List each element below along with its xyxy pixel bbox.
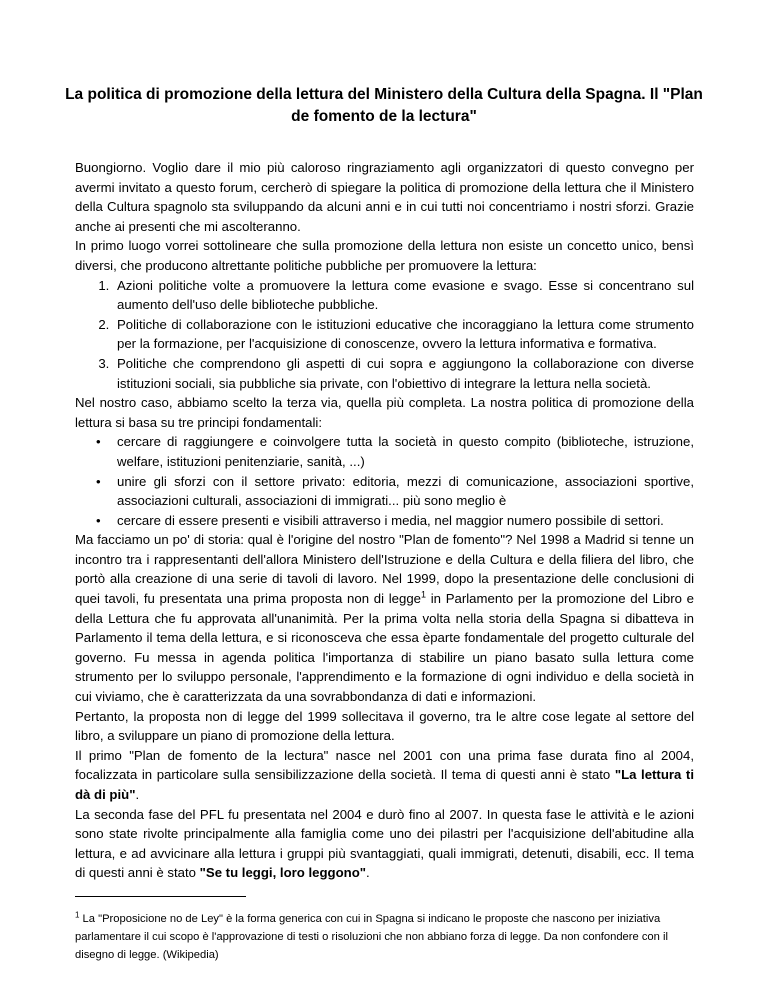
second-phase-text: La seconda fase del PFL fu presentata nel 2004 e durò fino al 2007. In questa fase le attività e le azioni sono state rivolte principalmente alla famiglia come uno dei pilastri per l'acquisizione dell'abitudine alla lettura, e ad avvicinare alla lettura i gruppi più svantaggiati, quali immigrati, detenuti, disabili, ecc. Il tema di questi anni è stato <box>75 806 694 881</box>
first-plan-text: Il primo "Plan de fomento de la lectura" nasce nel 2001 con una prima fase durata fino al 2004, focalizzata in particolare sulla sensibilizzazione della società. Il tema di questi anni è stato <box>75 747 694 783</box>
document-title: La politica di promozione della lettura del Ministero della Cultura della Spagna. Il "Plan de fomento de la lectura" <box>65 86 703 125</box>
list-item: • cercare di raggiungere e coinvolgere tutta la società in questo compito (biblioteche, istruzione, welfare, istituzioni penitenziarie, sanità, ...) <box>113 432 694 471</box>
list-item: • cercare di essere presenti e visibili attraverso i media, nel maggior numero possibile di settori. <box>113 511 694 531</box>
footnote <box>75 910 694 965</box>
history-text-start: Ma facciamo un po' di storia: qual è l'origine del nostro "Plan de fomento"? Nel 1998 a Madrid si tenne un incontro tra i rappresentanti dell'allora Ministero dell'Istruzione e della Cultura e della filiera del libro, che portò alla creazione di una serie di tavoli di lavoro. Nel 1999, dopo la presentazione delle conclusioni di quei tavoli, fu presentata una prima proposta non di legge <box>75 532 694 607</box>
footnote-separator <box>75 896 246 897</box>
first-plan-theme: "La lettura ti dà di più" <box>75 767 694 802</box>
footnote-reference[interactable]: 1 <box>421 589 427 600</box>
paragraph-concepts: In primo luogo vorrei sottolineare che sulla promozione della lettura non esiste un concetto unico, bensì diversi, che producono altrettante politiche pubbliche per promuovere la lettura: <box>75 238 694 273</box>
paragraph-history <box>75 530 694 706</box>
first-plan-end: . <box>135 787 140 802</box>
list-item: 1. Azioni politiche volte a promuovere la lettura come evasione e svago. Esse si concentrano sul aumento dell'uso delle biblioteche pubbliche. <box>113 276 694 315</box>
history-text-end: in Parlamento per la promozione del Libro e della Lettura che fu approvata all'unanimità. Per la prima volta nella storia della Spagna si dibatteva in Parlamento il tema della lettura, e si riconosceva che essa èparte fondamentale del progetto culturale del governo. Fu messa in agenda politica l'importanza di stabilire un piano basato sulla lettura come strumento per lo sviluppo personale, l'apprendimento e la formazione di ogni individuo e della società in cui viviamo, che è caratterizzata da una sovrabbondanza di dati e informazioni. <box>75 591 694 705</box>
second-phase-theme: "Se tu leggi, loro leggono" <box>199 865 366 881</box>
second-phase-end: . <box>366 865 370 881</box>
document-body <box>75 158 694 883</box>
paragraph-intro: Buongiorno. Voglio dare il mio più caloroso ringraziamento agli organizzatori di questo convegno per avermi invitato a questo forum, cercherò di spiegare la politica di promozione della lettura che il Ministero della Cultura spagnolo sta sviluppando da alcuni anni e in cui tutti noi concentriamo i nostri sforzi. Grazie anche ai presenti che mi ascolteranno. <box>75 160 694 234</box>
paragraph-principles: Nel nostro caso, abbiamo scelto la terza via, quella più completa. La nostra politica di promozione della lettura si basa su tre principi fondamentali: <box>75 395 694 430</box>
bullet-list <box>75 432 694 530</box>
footnote-text: La "Proposicione no de Ley" è la forma generica con cui in Spagna si indicano le proposte che nascono per iniziativa parlamentare il cui scopo è l'approvazione di testi o risoluzioni che non abbiano forza di legge. Da non confondere con il disegno di legge. (Wikipedia) <box>75 913 668 962</box>
paragraph-proposal: Pertanto, la proposta non di legge del 1999 sollecitava il governo, tra le altre cose legate al settore del libro, a sviluppare un piano di promozione della lettura. <box>75 708 694 744</box>
footnote-number: 1 <box>75 910 80 920</box>
paragraph-second-phase <box>75 805 694 883</box>
list-item: 2. Politiche di collaborazione con le istituzioni educative che incoraggiano la lettura come strumento per la formazione, per l'acquisizione di conoscenze, ovvero la lettura informativa e formativa. <box>113 315 694 354</box>
list-item: 3. Politiche che comprendono gli aspetti di cui sopra e aggiungono la collaborazione con diverse istituzioni sociali, sia pubbliche sia private, con l'obiettivo di integrare la lettura nella società. <box>113 354 694 393</box>
list-item: • unire gli sforzi con il settore privato: editoria, mezzi di comunicazione, associazioni sportive, associazioni culturali, associazioni di immigrati... più sono meglio è <box>113 472 694 511</box>
paragraph-first-plan <box>75 746 694 805</box>
numbered-list <box>75 276 694 394</box>
